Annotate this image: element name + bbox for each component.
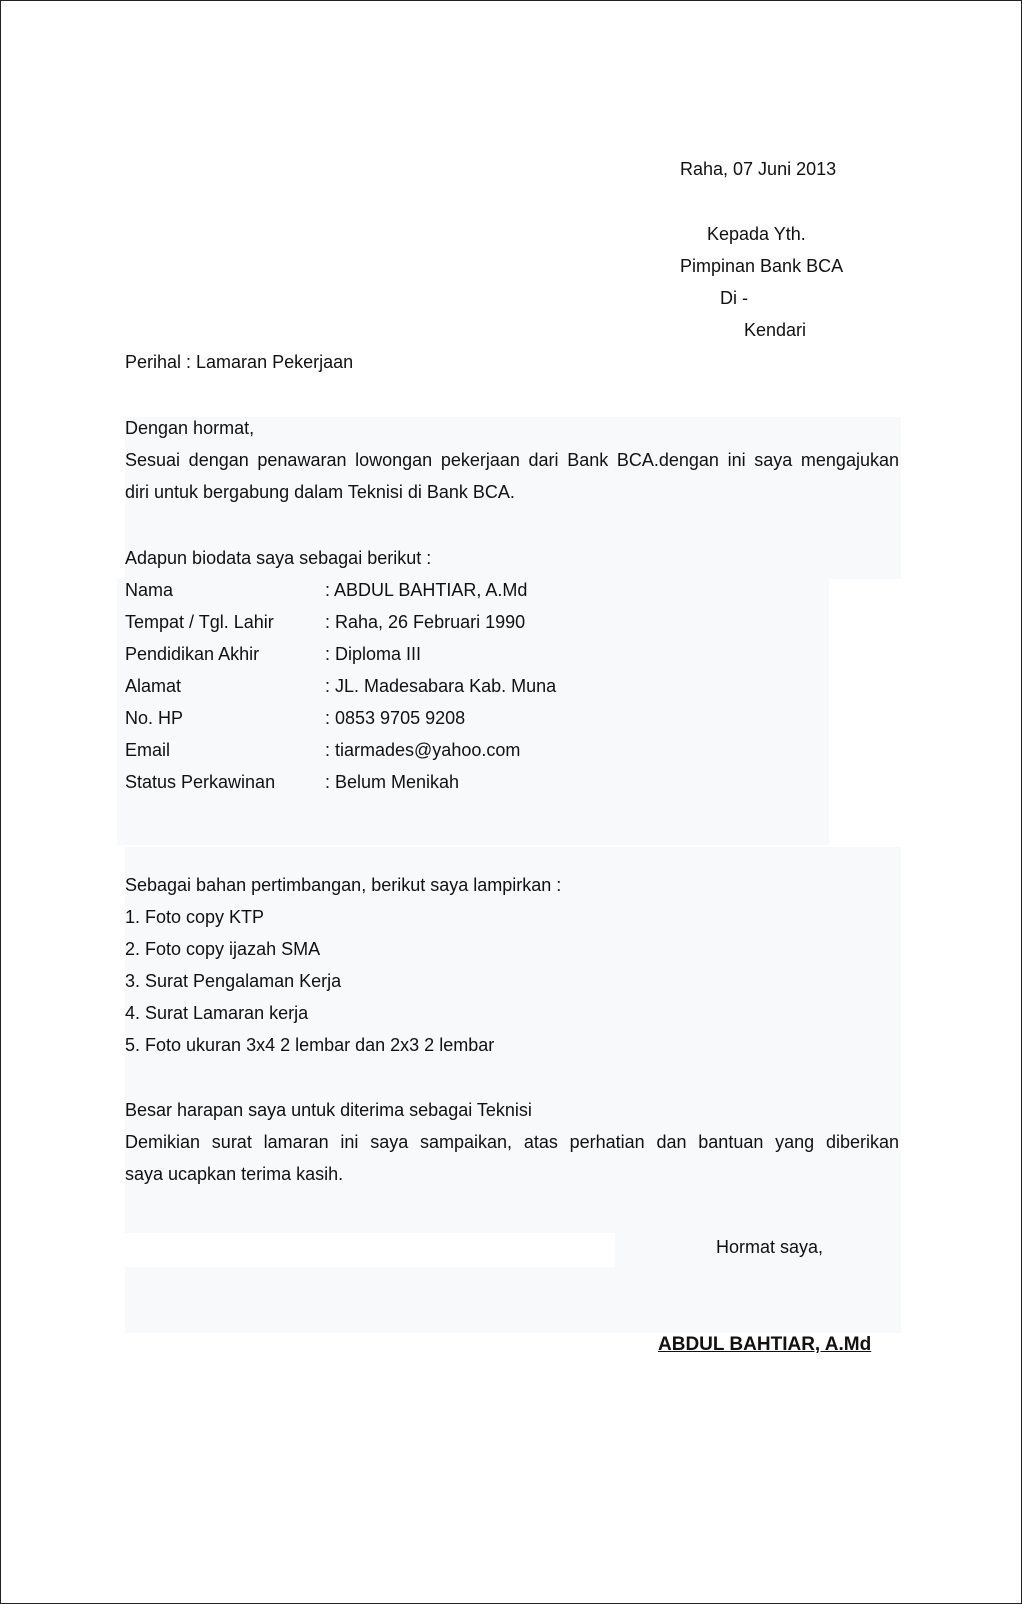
biodata-value: : Raha, 26 Februari 1990 — [325, 612, 526, 632]
attachment-item: 5. Foto ukuran 3x4 2 lembar dan 2x3 2 lembar — [125, 1035, 495, 1055]
recipient-line-1: Kepada Yth. — [707, 224, 806, 244]
recipient-line-4: Kendari — [744, 320, 807, 340]
closing-line-1: Demikian surat lamaran ini saya sampaikan, atas perhatian dan bantuan yang diberikan — [125, 1132, 899, 1152]
recipient-line-2: Pimpinan Bank BCA — [680, 256, 844, 276]
biodata-label: Status Perkawinan — [125, 772, 276, 792]
biodata-value: : JL. Madesabara Kab. Muna — [325, 676, 557, 696]
biodata-value: : Diploma III — [325, 644, 422, 664]
letter-date: Raha, 07 Juni 2013 — [680, 159, 837, 179]
letter-subject: Perihal : Lamaran Pekerjaan — [125, 352, 354, 372]
biodata-label: No. HP — [125, 708, 184, 728]
regards-line: Hormat saya, — [716, 1237, 824, 1257]
attachment-item: 1. Foto copy KTP — [125, 907, 265, 927]
biodata-label: Alamat — [125, 676, 182, 696]
intro-line-1: Sesuai dengan penawaran lowongan pekerjaan dari Bank BCA.dengan ini saya mengajukan — [125, 450, 899, 470]
biodata-label: Nama — [125, 580, 174, 600]
biodata-intro: Adapun biodata saya sebagai berikut : — [125, 548, 432, 568]
intro-line-2: diri untuk bergabung dalam Teknisi di Bank BCA. — [125, 482, 515, 502]
letter-greeting: Dengan hormat, — [125, 418, 255, 438]
signature-name: ABDUL BAHTIAR, A.Md — [658, 1334, 872, 1355]
biodata-label: Email — [125, 740, 171, 760]
closing-line-2: saya ucapkan terima kasih. — [125, 1164, 344, 1184]
attachment-item: 2. Foto copy ijazah SMA — [125, 939, 321, 959]
attachment-item: 3. Surat Pengalaman Kerja — [125, 971, 342, 991]
biodata-value: : 0853 9705 9208 — [325, 708, 466, 728]
attachments-intro: Sebagai bahan pertimbangan, berikut saya lampirkan : — [125, 875, 562, 895]
biodata-value: : tiarmades@yahoo.com — [325, 740, 521, 760]
hope-line: Besar harapan saya untuk diterima sebagai Teknisi — [125, 1100, 532, 1120]
attachment-item: 4. Surat Lamaran kerja — [125, 1003, 309, 1023]
recipient-line-3: Di - — [720, 288, 748, 308]
biodata-label: Pendidikan Akhir — [125, 644, 260, 664]
biodata-value: : Belum Menikah — [325, 772, 460, 792]
biodata-label: Tempat / Tgl. Lahir — [125, 612, 274, 632]
shade-block-signature-space — [125, 1267, 901, 1333]
biodata-value: : ABDUL BAHTIAR, A.Md — [325, 580, 528, 600]
